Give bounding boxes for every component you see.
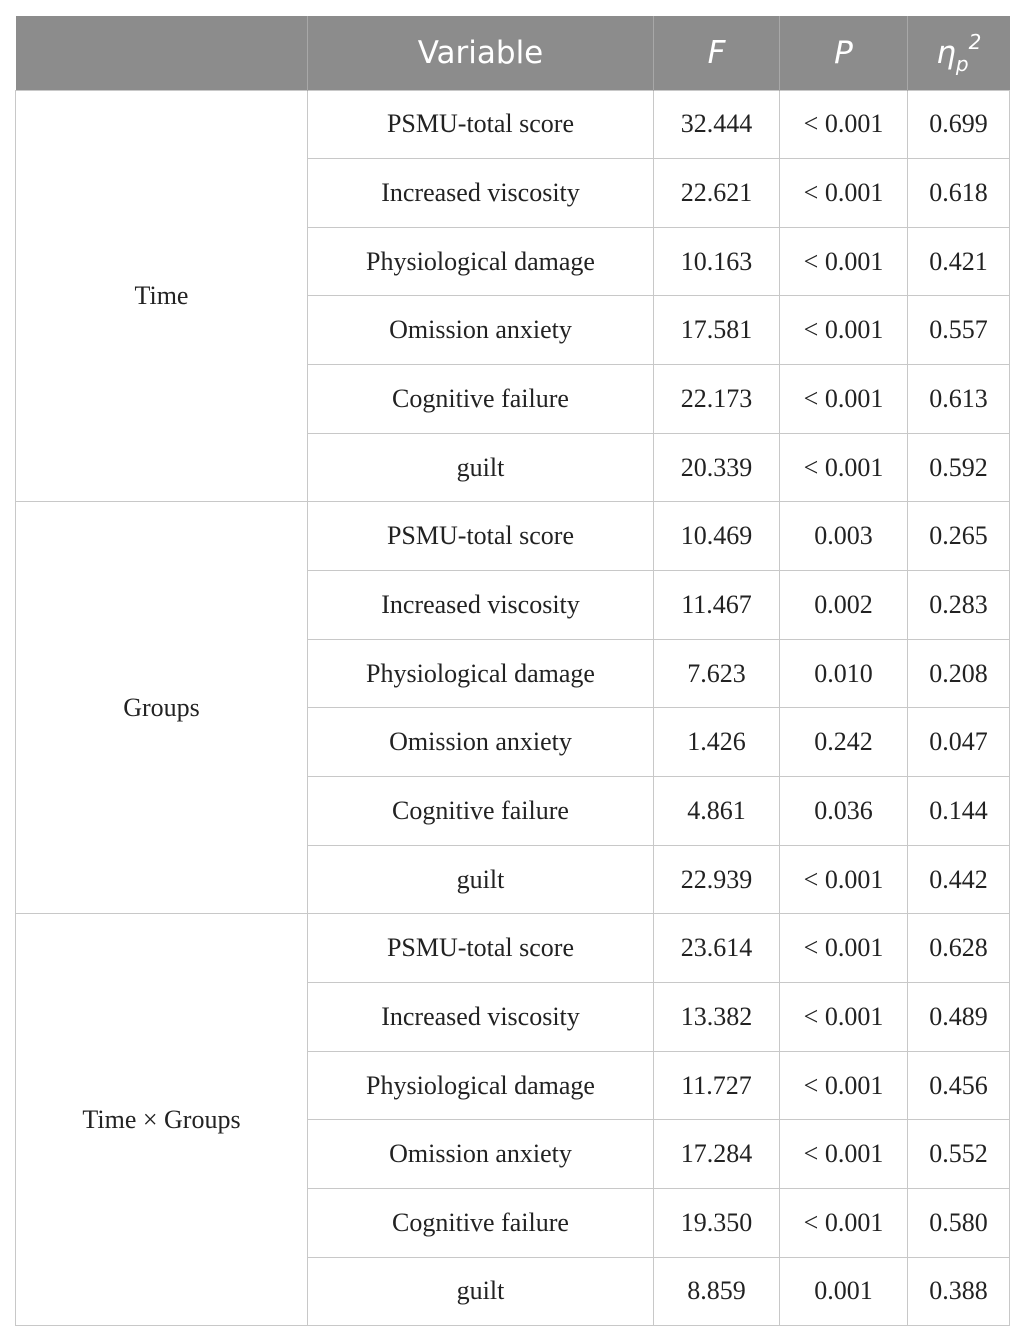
p-value-cell: 0.002 [780,571,908,640]
variable-cell: guilt [308,845,654,914]
p-value-cell: < 0.001 [780,227,908,296]
table-row [16,90,1010,159]
p-value-cell: 0.003 [780,502,908,571]
f-value-cell: 22.621 [654,159,780,228]
eta-symbol: η [936,34,956,71]
header-f: F [654,16,780,90]
eta-squared-cell: 0.421 [908,227,1010,296]
f-value-cell: 17.581 [654,296,780,365]
variable-cell: Physiological damage [308,227,654,296]
eta-squared-cell: 0.699 [908,90,1010,159]
p-value-cell: < 0.001 [780,296,908,365]
variable-cell: PSMU-total score [308,90,654,159]
table-body [16,90,1010,1326]
eta-squared-cell: 0.592 [908,433,1010,502]
eta-squared-cell: 0.208 [908,639,1010,708]
p-value-cell: < 0.001 [780,1120,908,1189]
eta-squared-cell: 0.442 [908,845,1010,914]
variable-cell: Physiological damage [308,1051,654,1120]
header-eta-squared [908,16,1010,90]
p-value-cell: 0.036 [780,777,908,846]
eta-squared-cell: 0.557 [908,296,1010,365]
variable-cell: Increased viscosity [308,571,654,640]
f-value-cell: 32.444 [654,90,780,159]
p-value-cell: < 0.001 [780,1051,908,1120]
eta-squared-cell: 0.618 [908,159,1010,228]
f-value-cell: 7.623 [654,639,780,708]
f-value-cell: 10.469 [654,502,780,571]
anova-results-table [15,16,1010,1326]
f-value-cell: 22.173 [654,365,780,434]
eta-squared-cell: 0.580 [908,1189,1010,1258]
header-effect [16,16,308,90]
variable-cell: Cognitive failure [308,365,654,434]
effect-group-label: Time × Groups [16,914,308,1326]
f-value-cell: 10.163 [654,227,780,296]
p-value-cell: < 0.001 [780,365,908,434]
p-value-cell: 0.010 [780,639,908,708]
eta-squared-cell: 0.489 [908,983,1010,1052]
variable-cell: Increased viscosity [308,983,654,1052]
eta-squared-cell: 0.265 [908,502,1010,571]
eta-squared-cell: 0.552 [908,1120,1010,1189]
f-value-cell: 4.861 [654,777,780,846]
f-value-cell: 17.284 [654,1120,780,1189]
p-value-cell: < 0.001 [780,914,908,983]
effect-group-label: Groups [16,502,308,914]
p-value-cell: < 0.001 [780,845,908,914]
eta-squared-cell: 0.283 [908,571,1010,640]
p-value-cell: 0.242 [780,708,908,777]
effect-group-label: Time [16,90,308,502]
p-value-cell: 0.001 [780,1257,908,1326]
f-value-cell: 20.339 [654,433,780,502]
variable-cell: Omission anxiety [308,708,654,777]
f-value-cell: 13.382 [654,983,780,1052]
variable-cell: guilt [308,433,654,502]
eta-squared-cell: 0.456 [908,1051,1010,1120]
f-value-cell: 19.350 [654,1189,780,1258]
header-variable: Variable [308,16,654,90]
f-value-cell: 1.426 [654,708,780,777]
variable-cell: Omission anxiety [308,1120,654,1189]
variable-cell: PSMU-total score [308,914,654,983]
eta-squared-cell: 0.047 [908,708,1010,777]
eta-squared-cell: 0.628 [908,914,1010,983]
eta-squared-cell: 0.613 [908,365,1010,434]
eta-squared-cell: 0.388 [908,1257,1010,1326]
variable-cell: Physiological damage [308,639,654,708]
table-row [16,502,1010,571]
variable-cell: Cognitive failure [308,777,654,846]
p-value-cell: < 0.001 [780,1189,908,1258]
p-value-cell: < 0.001 [780,433,908,502]
eta-subscript: p [955,51,969,76]
eta-superscript: 2 [968,29,982,54]
variable-cell: Cognitive failure [308,1189,654,1258]
p-value-cell: < 0.001 [780,159,908,228]
variable-cell: guilt [308,1257,654,1326]
f-value-cell: 23.614 [654,914,780,983]
f-value-cell: 11.467 [654,571,780,640]
variable-cell: PSMU-total score [308,502,654,571]
variable-cell: Increased viscosity [308,159,654,228]
eta-squared-cell: 0.144 [908,777,1010,846]
p-value-cell: < 0.001 [780,90,908,159]
variable-cell: Omission anxiety [308,296,654,365]
f-value-cell: 11.727 [654,1051,780,1120]
f-value-cell: 8.859 [654,1257,780,1326]
table-header-row [16,16,1010,90]
table-row [16,914,1010,983]
header-p: P [780,16,908,90]
f-value-cell: 22.939 [654,845,780,914]
p-value-cell: < 0.001 [780,983,908,1052]
